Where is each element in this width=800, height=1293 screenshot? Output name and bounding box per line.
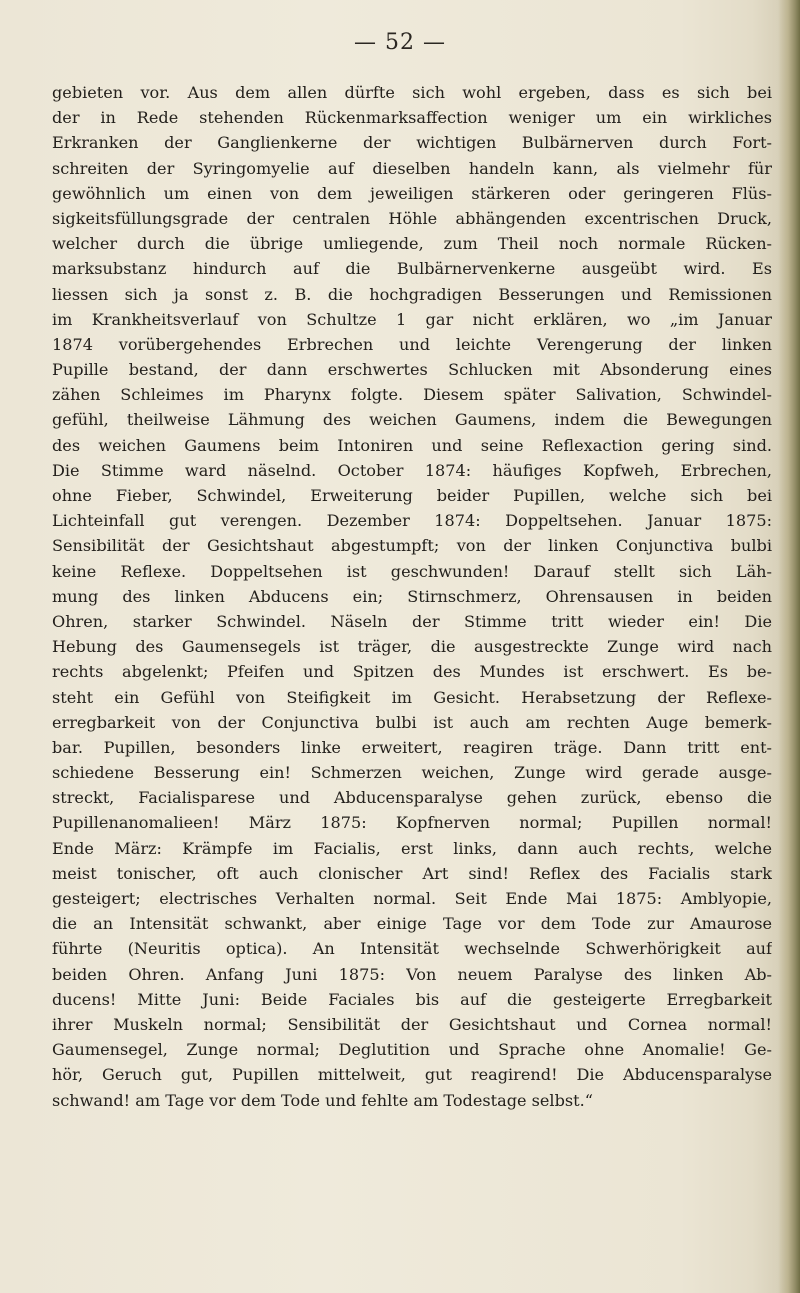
text-line: welcher durch die übrige umliegende, zum Theil noch normale Rücken- bbox=[52, 234, 772, 254]
text-line: marksubstanz hindurch auf die Bulbärnervenkerne ausgeübt wird. Es bbox=[52, 259, 772, 279]
text-line: erregbarkeit von der Conjunctiva bulbi ist auch am rechten Auge bemerk- bbox=[52, 712, 772, 732]
text-line: Sensibilität der Gesichtshaut abgestumpft; von der linken Conjunctiva bulbi bbox=[52, 536, 772, 556]
text-line: Pupillenanomalieen! März 1875: Kopfnerven normal; Pupillen normal! bbox=[52, 813, 772, 833]
page-edge-shadow bbox=[778, 0, 800, 1293]
text-line: ducens! Mitte Juni: Beide Faciales bis auf die gesteigerte Erregbarkeit bbox=[52, 989, 772, 1009]
text-line: gewöhnlich um einen von dem jeweiligen stärkeren oder geringeren Flüs- bbox=[52, 183, 772, 203]
text-line: 1874 vorübergehendes Erbrechen und leichte Verengerung der linken bbox=[52, 334, 772, 354]
text-line: die an Intensität schwankt, aber einige Tage vor dem Tode zur Amaurose bbox=[52, 914, 772, 934]
text-line: ohne Fieber, Schwindel, Erweiterung beider Pupillen, welche sich bei bbox=[52, 486, 772, 505]
text-line: Pupille bestand, der dann erschwertes Schlucken mit Absonderung eines bbox=[52, 360, 772, 380]
text-line: Erkranken der Ganglienkerne der wichtigen Bulbärnerven durch Fort- bbox=[52, 133, 772, 153]
text-line: mung des linken Abducens ein; Stirnschmerz, Ohrensausen in beiden bbox=[52, 586, 772, 606]
text-line: gesteigert; electrisches Verhalten normal. Seit Ende Mai 1875: Amblyopie, bbox=[52, 889, 772, 908]
text-line: keine Reflexe. Doppeltsehen ist geschwunden! Darauf stellt sich Läh- bbox=[52, 561, 772, 581]
text-line: schiedene Besserung ein! Schmerzen weichen, Zunge wird gerade ausge- bbox=[52, 763, 772, 783]
text-line: des weichen Gaumens beim Intoniren und seine Reflexaction gering sind. bbox=[52, 435, 772, 455]
text-line: sigkeitsfüllungsgrade der centralen Höhle abhängenden excentrischen Druck, bbox=[52, 208, 772, 228]
text-line: schwand! am Tage vor dem Tode und fehlte am Todestage selbst.“ bbox=[52, 1090, 593, 1110]
text-line: rechts abgelenkt; Pfeifen und Spitzen des Mundes ist erschwert. Es be- bbox=[52, 662, 772, 682]
text-line: Lichteinfall gut verengen. Dezember 1874: Doppeltsehen. Januar 1875: bbox=[52, 511, 772, 531]
text-line: Ohren, starker Schwindel. Näseln der Stimme tritt wieder ein! Die bbox=[52, 611, 772, 631]
text-line: Gaumensegel, Zunge normal; Deglutition und Sprache ohne Anomalie! Ge- bbox=[52, 1040, 772, 1060]
text-line: der in Rede stehenden Rückenmarksaffection weniger um ein wirkliches bbox=[52, 108, 772, 128]
text-line: beiden Ohren. Anfang Juni 1875: Von neuem Paralyse des linken Ab- bbox=[52, 964, 772, 984]
text-line: meist tonischer, oft auch clonischer Art sind! Reflex des Facialis stark bbox=[52, 863, 772, 883]
text-line: steht ein Gefühl von Steifigkeit im Gesicht. Herabsetzung der Reflexe- bbox=[52, 687, 772, 707]
text-line: liessen sich ja sonst z. B. die hochgradigen Besserungen und Remissionen bbox=[52, 284, 772, 304]
text-line: zähen Schleimes im Pharynx folgte. Diesem später Salivation, Schwindel- bbox=[52, 385, 772, 405]
text-line: im Krankheitsverlauf von Schultze 1 gar nicht erklären, wo „im Januar bbox=[52, 309, 772, 329]
page-number: — 52 — bbox=[354, 30, 446, 55]
text-line: gefühl, theilweise Lähmung des weichen Gaumens, indem die Bewegungen bbox=[52, 410, 772, 430]
text-line: ihrer Muskeln normal; Sensibilität der Gesichtshaut und Cornea normal! bbox=[52, 1014, 772, 1034]
body-text bbox=[52, 80, 772, 1113]
text-line: bar. Pupillen, besonders linke erweitert, reagiren träge. Dann tritt ent- bbox=[52, 737, 772, 757]
text-line: hör, Geruch gut, Pupillen mittelweit, gut reagirend! Die Abducensparalyse bbox=[52, 1065, 772, 1085]
text-line: führte (Neuritis optica). An Intensität wechselnde Schwerhörigkeit auf bbox=[52, 939, 772, 959]
text-line: Hebung des Gaumensegels ist träger, die ausgestreckte Zunge wird nach bbox=[52, 637, 772, 657]
text-line: streckt, Facialisparese und Abducensparalyse gehen zurück, ebenso die bbox=[52, 788, 772, 808]
text-line: schreiten der Syringomyelie auf dieselben handeln kann, als vielmehr für bbox=[52, 158, 772, 178]
text-line: gebieten vor. Aus dem allen dürfte sich wohl ergeben, dass es sich bei bbox=[52, 83, 772, 102]
text-line: Ende März: Krämpfe im Facialis, erst links, dann auch rechts, welche bbox=[52, 838, 772, 858]
text-line: Die Stimme ward näselnd. October 1874: häufiges Kopfweh, Erbrechen, bbox=[52, 460, 772, 480]
